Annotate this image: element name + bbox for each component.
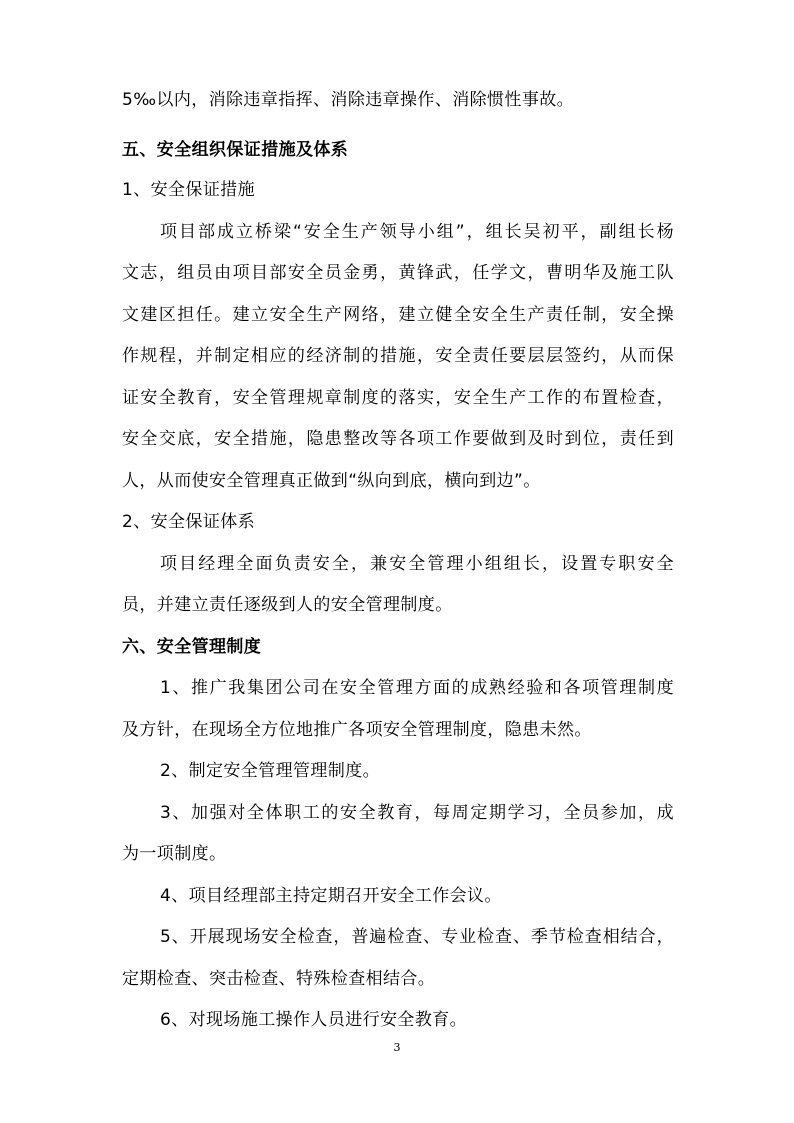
paragraph-line: 作规程，并制定相应的经济制的措施，安全责任要层层签约，从而保 [122,346,674,366]
paragraph-line: 6、对现场施工操作人员进行安全教育。 [160,1010,468,1030]
paragraph-line: 1、推广我集团公司在安全管理方面的成熟经验和各项管理制度 [160,678,674,698]
subsection-heading: 1、安全保证措施 [122,180,256,200]
paragraph-line: 4、项目经理部主持定期召开安全工作会议。 [160,886,502,906]
paragraph-line: 文建区担任。建立安全生产网络，建立健全安全生产责任制，安全操 [122,305,674,325]
paragraph-line: 员，并建立责任逐级到人的安全管理制度。 [122,595,453,615]
section-heading-5: 五、安全组织保证措施及体系 [122,140,349,160]
paragraph-line: 及方针，在现场全方位地推广各项安全管理制度，隐患未然。 [122,720,592,740]
page-number: 3 [393,1041,401,1054]
paragraph-line: 人，从而使安全管理真正做到“纵向到底，横向到边”。 [122,471,541,491]
paragraph-line: 5、开展现场安全检查，普遍检查、专业检查、季节检查相结合， [160,927,674,947]
paragraph-line: 安全交底，安全措施，隐患整改等各项工作要做到及时到位，责任到 [122,429,674,449]
paragraph-line: 2、制定安全管理管理制度。 [160,761,381,781]
paragraph-line: 文志，组员由项目部安全员金勇，黄锋武，任学文，曹明华及施工队 [122,263,674,283]
section-heading-6: 六、安全管理制度 [122,637,262,657]
paragraph-line: 定期检查、突击检查、特殊检查相结合。 [122,969,436,989]
subsection-heading: 2、安全保证体系 [122,512,256,532]
paragraph-line: 项目部成立桥梁“安全生产领导小组”，组长吴初平，副组长杨 [160,222,674,242]
paragraph-line: 5‰以内，消除违章指挥、消除违章操作、消除惯性事故。 [122,90,575,110]
paragraph-line: 3、加强对全体职工的安全教育，每周定期学习，全员参加，成 [160,803,674,823]
paragraph-line: 项目经理全面负责安全，兼安全管理小组组长，设置专职安全 [160,554,674,574]
paragraph-line: 证安全教育，安全管理规章制度的落实，安全生产工作的布置检查， [122,388,674,408]
paragraph-line: 为一项制度。 [122,844,227,864]
